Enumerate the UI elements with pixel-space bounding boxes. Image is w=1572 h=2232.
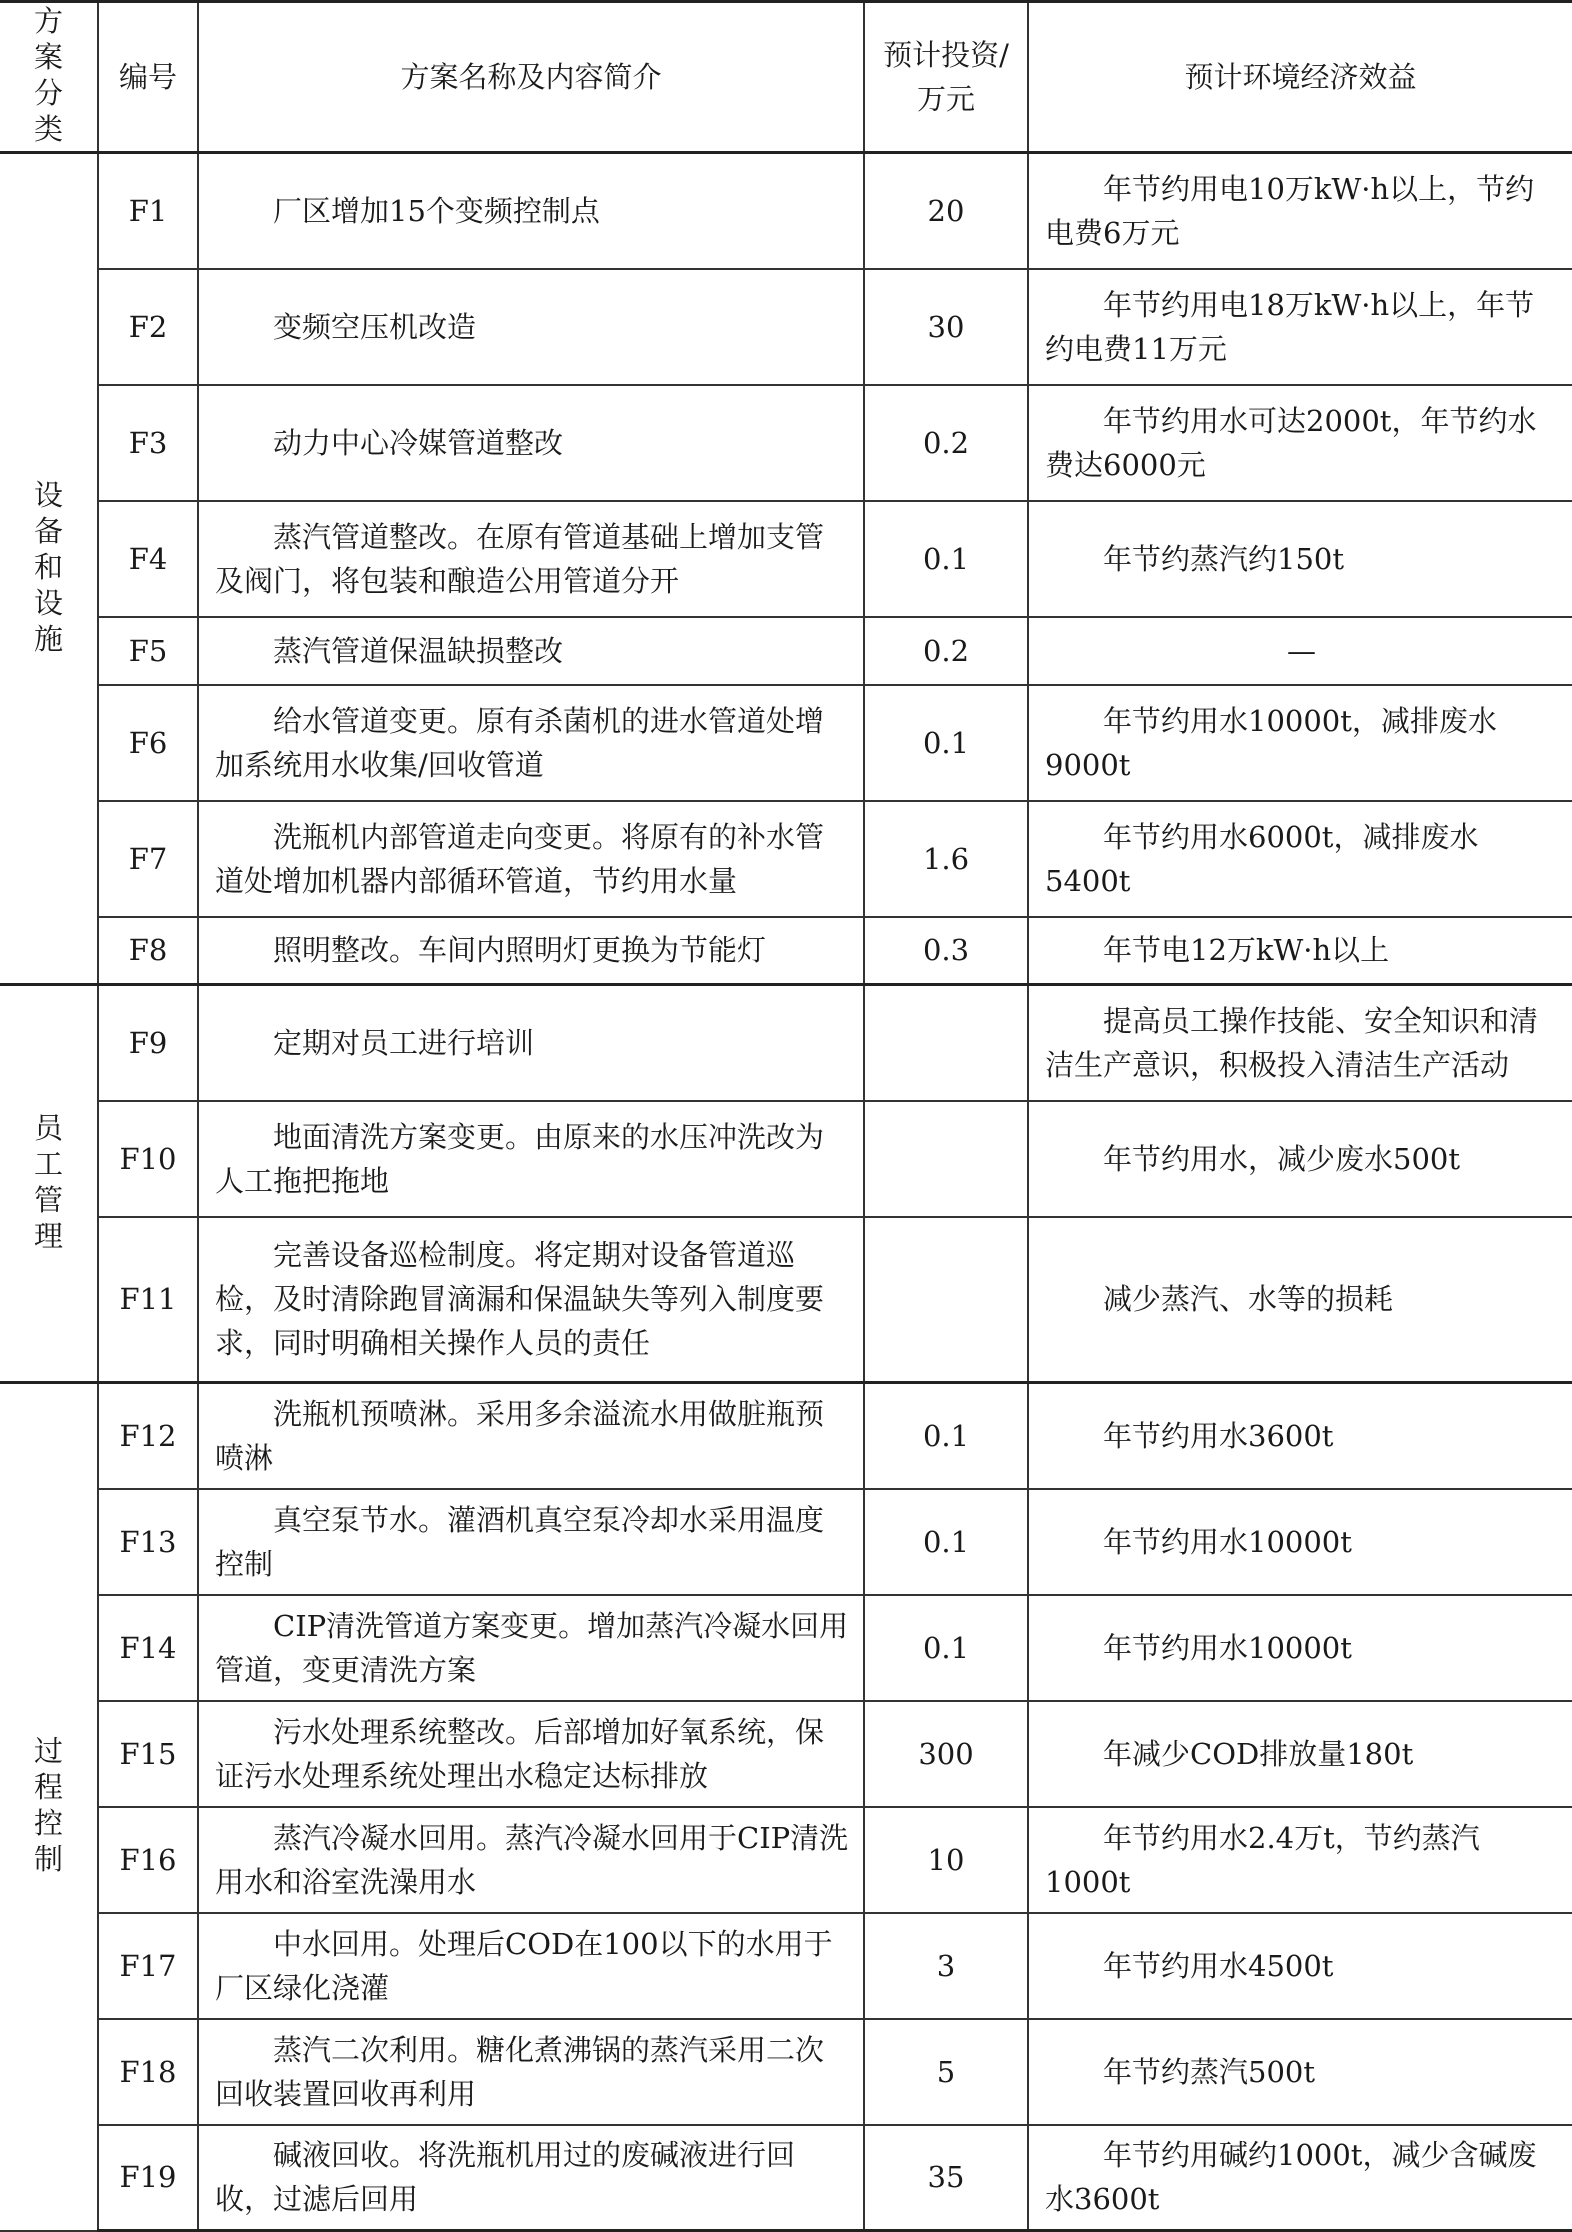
measure-benefit: 年节电12万kW·h以上 [1028,917,1572,985]
measure-benefit: 年节约用水，减少废水500t [1028,1101,1572,1217]
measure-number: F14 [98,1595,198,1701]
table-row [0,153,1572,269]
category-cell: 员工管理 [0,985,98,1383]
measure-name: 中水回用。处理后COD在100以下的水用于厂区绿化浇灌 [198,1913,864,2019]
measure-number: F4 [98,501,198,617]
measure-investment: 35 [864,2125,1028,2231]
measure-number: F16 [98,1807,198,1913]
category-cell: 设备和设施 [0,153,98,985]
measure-investment [864,985,1028,1101]
measure-number: F7 [98,801,198,917]
measure-name: 洗瓶机预喷淋。采用多余溢流水用做脏瓶预喷淋 [198,1383,864,1489]
table-row [0,2019,1572,2125]
measure-benefit: 提高员工操作技能、安全知识和清洁生产意识，积极投入清洁生产活动 [1028,985,1572,1101]
measure-number: F15 [98,1701,198,1807]
measure-investment: 1.6 [864,801,1028,917]
header-investment: 预计投资/万元 [864,2,1028,153]
measure-investment: 0.1 [864,1595,1028,1701]
measure-investment: 5 [864,2019,1028,2125]
measure-investment: 0.2 [864,617,1028,685]
measure-number: F18 [98,2019,198,2125]
measure-number: F11 [98,1217,198,1383]
table-row [0,2125,1572,2231]
measure-benefit: 年节约用水4500t [1028,1913,1572,2019]
measure-name: 地面清洗方案变更。由原来的水压冲洗改为人工拖把拖地 [198,1101,864,1217]
header-number: 编号 [98,2,198,153]
measure-name: 污水处理系统整改。后部增加好氧系统，保证污水处理系统处理出水稳定达标排放 [198,1701,864,1807]
header-row [0,2,1572,153]
table-row [0,1217,1572,1383]
measure-benefit: 年节约用水10000t [1028,1595,1572,1701]
measure-benefit: 年节约用碱约1000t，减少含碱废水3600t [1028,2125,1572,2231]
measure-benefit: 年节约用水10000t，减排废水9000t [1028,685,1572,801]
measure-investment [864,1101,1028,1217]
measure-investment: 0.1 [864,685,1028,801]
measure-benefit: — [1028,617,1572,685]
table-row [0,1701,1572,1807]
table-row [0,1383,1572,1489]
measure-name: 照明整改。车间内照明灯更换为节能灯 [198,917,864,985]
header-benefit: 预计环境经济效益 [1028,2,1572,153]
measure-benefit: 减少蒸汽、水等的损耗 [1028,1217,1572,1383]
category-cell: 过程控制 [0,1383,98,2231]
table-row [0,1807,1572,1913]
table-row [0,1913,1572,2019]
measure-name: 洗瓶机内部管道走向变更。将原有的补水管道处增加机器内部循环管道，节约用水量 [198,801,864,917]
measure-benefit: 年节约用水10000t [1028,1489,1572,1595]
header-name: 方案名称及内容简介 [198,2,864,153]
measure-investment: 3 [864,1913,1028,2019]
measure-benefit: 年节约用水3600t [1028,1383,1572,1489]
measure-investment: 0.2 [864,385,1028,501]
measure-name: 给水管道变更。原有杀菌机的进水管道处增加系统用水收集/回收管道 [198,685,864,801]
measure-investment: 300 [864,1701,1028,1807]
measure-investment: 30 [864,269,1028,385]
measure-benefit: 年节约蒸汽500t [1028,2019,1572,2125]
measure-number: F1 [98,153,198,269]
table-row [0,685,1572,801]
measure-name: 动力中心冷媒管道整改 [198,385,864,501]
measure-investment: 0.1 [864,1383,1028,1489]
measure-investment: 0.3 [864,917,1028,985]
measure-name: 完善设备巡检制度。将定期对设备管道巡检，及时清除跑冒滴漏和保温缺失等列入制度要求，同时明确相关操作人员的责任 [198,1217,864,1383]
measure-number: F5 [98,617,198,685]
measure-name: 变频空压机改造 [198,269,864,385]
table-row [0,801,1572,917]
measure-benefit: 年节约用电10万kW·h以上，节约电费6万元 [1028,153,1572,269]
measure-benefit: 年节约蒸汽约150t [1028,501,1572,617]
measure-number: F12 [98,1383,198,1489]
header-category: 方案分类 [0,2,98,153]
measure-name: 厂区增加15个变频控制点 [198,153,864,269]
table-row [0,1595,1572,1701]
measure-name: 蒸汽管道保温缺损整改 [198,617,864,685]
measure-benefit: 年节约用水2.4万t，节约蒸汽1000t [1028,1807,1572,1913]
table-row [0,985,1572,1101]
table-row [0,501,1572,617]
table-row [0,617,1572,685]
table-row [0,269,1572,385]
table-row [0,1101,1572,1217]
measure-investment: 10 [864,1807,1028,1913]
measure-investment: 0.1 [864,501,1028,617]
table-row [0,917,1572,985]
measure-number: F17 [98,1913,198,2019]
measure-benefit: 年节约用水可达2000t，年节约水费达6000元 [1028,385,1572,501]
measure-number: F8 [98,917,198,985]
measure-investment [864,1217,1028,1383]
measure-number: F13 [98,1489,198,1595]
measure-number: F2 [98,269,198,385]
measure-name: CIP清洗管道方案变更。增加蒸汽冷凝水回用管道，变更清洗方案 [198,1595,864,1701]
measure-investment: 0.1 [864,1489,1028,1595]
measure-name: 真空泵节水。灌酒机真空泵冷却水采用温度控制 [198,1489,864,1595]
measure-name: 蒸汽管道整改。在原有管道基础上增加支管及阀门，将包装和酿造公用管道分开 [198,501,864,617]
measure-number: F9 [98,985,198,1101]
measure-name: 蒸汽二次利用。糖化煮沸锅的蒸汽采用二次回收装置回收再利用 [198,2019,864,2125]
table-row [0,1489,1572,1595]
measure-benefit: 年节约用水6000t，减排废水5400t [1028,801,1572,917]
measure-benefit: 年节约用电18万kW·h以上，年节约电费11万元 [1028,269,1572,385]
table-row [0,385,1572,501]
measure-name: 定期对员工进行培训 [198,985,864,1101]
measure-number: F10 [98,1101,198,1217]
measure-number: F3 [98,385,198,501]
measure-name: 碱液回收。将洗瓶机用过的废碱液进行回收，过滤后回用 [198,2125,864,2231]
measure-number: F19 [98,2125,198,2231]
measure-number: F6 [98,685,198,801]
measure-investment: 20 [864,153,1028,269]
measure-benefit: 年减少COD排放量180t [1028,1701,1572,1807]
measure-name: 蒸汽冷凝水回用。蒸汽冷凝水回用于CIP清洗用水和浴室洗澡用水 [198,1807,864,1913]
